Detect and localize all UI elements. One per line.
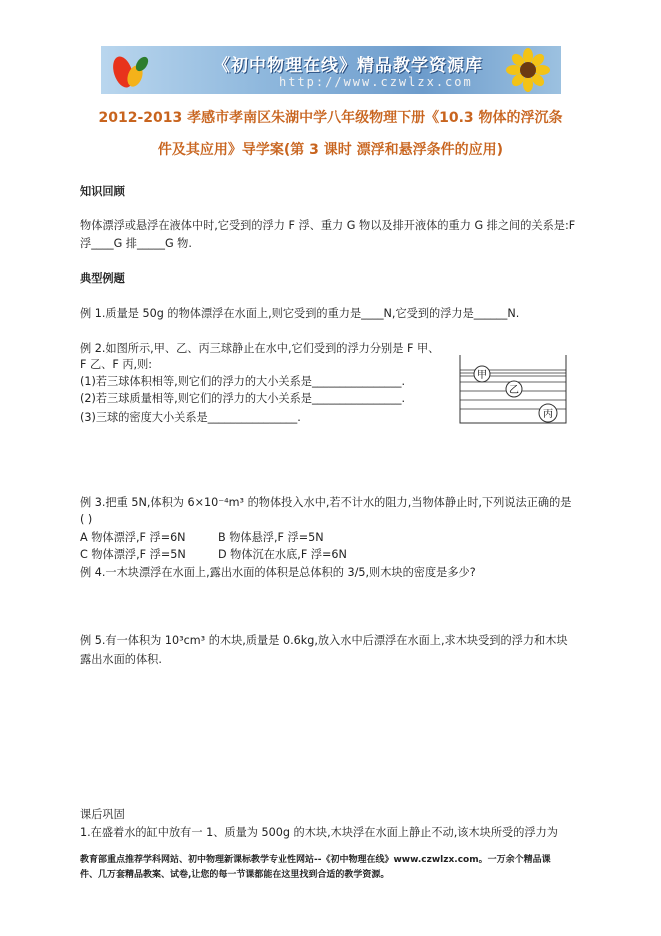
page-footer bbox=[80, 853, 582, 883]
homework-question-1: 1.在盛着水的缸中放有一 1、质量为 500g 的木块,木块浮在水面上静止不动,该木块所受的浮力为 bbox=[80, 826, 558, 839]
example-2-line-5: (3)三球的密度大小关系是________________. bbox=[80, 411, 301, 424]
examples-heading: 典型例题 bbox=[80, 272, 125, 285]
ball-jia bbox=[474, 366, 490, 382]
banner-url[interactable]: http://www.czwlzx.com bbox=[279, 75, 473, 89]
homework-heading: 课后巩固 bbox=[80, 808, 125, 821]
document-title-line-1: 2012-2013 孝感市孝南区朱湖中学八年级物理下册《10.3 物体的浮沉条 bbox=[98, 110, 563, 126]
ball-bing-label: 丙 bbox=[543, 409, 553, 420]
review-heading: 知识回顾 bbox=[80, 185, 125, 198]
sunflower-icon bbox=[501, 48, 555, 92]
footer-line-2: 件、几万套精品教案、试卷,让您的每一节课都能在这里找到合适的教学资源。 bbox=[80, 870, 390, 880]
banner-title: 《初中物理在线》精品教学资源库 bbox=[213, 56, 483, 76]
example-3-option-b: B 物体悬浮,F 浮=5N bbox=[218, 531, 324, 544]
example-2-line-1: 例 2.如图所示,甲、乙、丙三球静止在水中,它们受到的浮力分别是 F 甲、 bbox=[80, 342, 440, 355]
three-balls-diagram bbox=[458, 355, 570, 425]
ball-bing bbox=[539, 404, 557, 422]
document-title-line-2: 件及其应用》导学案(第 3 课时 漂浮和悬浮条件的应用) bbox=[157, 142, 504, 158]
example-3-option-c: C 物体漂浮,F 浮=5N bbox=[80, 548, 186, 561]
example-3-option-d: D 物体沉在水底,F 浮=6N bbox=[218, 548, 347, 561]
ball-yi bbox=[506, 381, 522, 397]
example-2-line-3: (1)若三球体积相等,则它们的浮力的大小关系是________________. bbox=[80, 375, 406, 388]
footer-line-1: 教育部重点推荐学科网站、初中物理新课标教学专业性网站--《初中物理在线》www.czwlzx.com。一万余个精品课 bbox=[80, 855, 551, 865]
example-5-line-1: 例 5.有一体积为 10³cm³ 的木块,质量是 0.6kg,放入水中后漂浮在水面上,求木块受到的浮力和木块 bbox=[80, 634, 568, 647]
example-4: 例 4.一木块漂浮在水面上,露出水面的体积是总体积的 3/5,则木块的密度是多少? bbox=[80, 566, 476, 579]
review-line-2: 浮____G 排_____G 物. bbox=[80, 237, 192, 250]
example-1: 例 1.质量是 50g 的物体漂浮在水面上,则它受到的重力是____N,它受到的浮力是______N. bbox=[80, 307, 520, 320]
review-line-1: 物体漂浮或悬浮在液体中时,它受到的浮力 F 浮、重力 G 物以及排开液体的重力 G 排之间的关系是:F bbox=[80, 219, 576, 232]
example-3-option-a: A 物体漂浮,F 浮=6N bbox=[80, 531, 186, 544]
example-5-line-2: 露出水面的体积. bbox=[80, 653, 162, 666]
example-2-line-4: (2)若三球质量相等,则它们的浮力的大小关系是________________. bbox=[80, 392, 406, 405]
example-3-line-2: ( ) bbox=[80, 513, 93, 526]
example-2-line-2: F 乙、F 丙,则: bbox=[80, 358, 153, 371]
example-3-line-1: 例 3.把重 5N,体积为 6×10⁻⁴m³ 的物体投入水中,若不计水的阻力,当物体静止时,下列说法正确的是 bbox=[80, 496, 572, 509]
ball-jia-label: 甲 bbox=[477, 370, 487, 381]
site-logo-icon bbox=[109, 50, 151, 90]
ball-yi-label: 乙 bbox=[509, 385, 519, 396]
header-banner bbox=[101, 46, 561, 94]
